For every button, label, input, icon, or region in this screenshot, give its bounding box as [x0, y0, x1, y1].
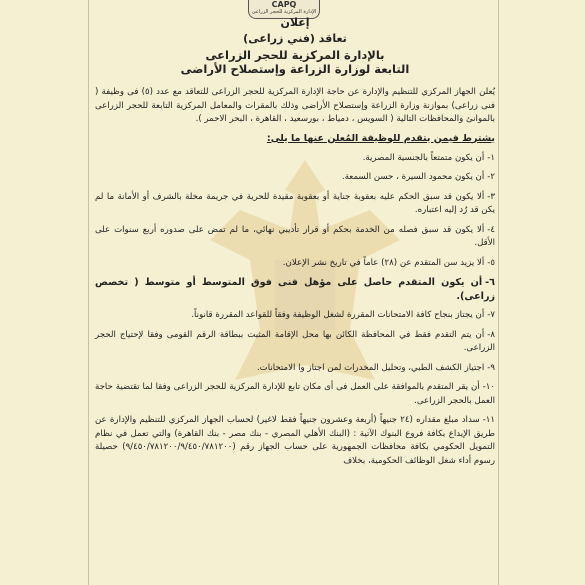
condition-text: ألا يزيد سن المتقدم عن (٢٨) عاماً في تاريخ نشر الإعلان.	[282, 257, 485, 268]
left-margin-line	[88, 0, 89, 585]
condition-item	[95, 191, 495, 218]
condition-number: ١٠-	[482, 382, 495, 392]
announcement-title-1: تعاقد (فني زراعى)	[243, 32, 347, 45]
announcement-title-3: التابعة لوزارة الزراعة وإستصلاح الأراضى	[180, 62, 410, 76]
condition-number: ٣-	[487, 191, 495, 202]
condition-text: أن يقر المتقدم بالموافقة على العمل فى أى مكان تابع للإدارة المركزية للحجر الزراعى وفقا لما تقتضية حاجة العمل بالحجر الزراعى.	[95, 382, 495, 406]
conditions-heading: يشترط فيمن يتقدم للوظيفة المُعلن عنها ما يلى:	[266, 132, 495, 144]
condition-number: ٩-	[487, 362, 495, 373]
condition-number: ٥-	[487, 257, 495, 268]
condition-item	[95, 309, 495, 323]
right-margin-line	[498, 0, 499, 585]
condition-number: ١-	[487, 152, 495, 163]
condition-text: سداد مبلغ مقداره (٢٤ جنيهاً (أربعة وعشرون جنيهاً فقط لاغير) لحساب الجهاز المركزي للتنظيم والإدارة عن طريق الإيداع بكافة فروع البنوك الآتية : (البنك الأهلي المصري - بنك مصر - بنك القاهرة) والتي تعمل في نظام التمويل الحكومي بكافة محافظات الجمهورية على حساب الجهاز رقم (٩/٤٥٠/٧٨١٢٠٠/٩/٤٥٠/٧٨١٢٠٠) حصيلة رسوم أداء شغل الوظائف الحكومية، بخلاف	[95, 415, 495, 466]
condition-number: ٨-	[487, 329, 495, 340]
condition-number: ٢-	[487, 172, 495, 182]
condition-text: أن يتم التقدم فقط في المحافظة الكائن بها محل الإقامة المثبت ببطاقة الرقم القومى وفقا لإحتياج الحجر الزراعى.	[95, 329, 495, 353]
condition-item	[95, 257, 495, 271]
condition-text: أن يكون المتقدم حاصل على مؤهل فنى فوق المتوسط أو متوسط ( تخصص زراعى).	[95, 277, 495, 302]
stamp-full-name: الإدارة المركزية للحجر الزراعى	[251, 9, 317, 15]
condition-text: ألا يكون قد سبق فصله من الخدمة بحكم أو قرار تأديبي نهائي، ما لم تمض على صدوره أربع سنوات على الأقل.	[95, 224, 495, 248]
condition-text: ألا يكون قد سبق الحكم عليه بعقوبة جناية أو بعقوبة مقيدة للحرية في جريمة مخلة بالشرف أو الأمانة ما لم يكن قد رُد إليه اعتباره.	[95, 191, 495, 215]
condition-text: أن يكون محمود السيرة ، حسن السمعة.	[341, 172, 485, 182]
condition-number: ٦-	[485, 277, 495, 288]
announcement-intro: يُعلن الجهاز المركزي للتنظيم والإدارة عن حاجة الإدارة المركزية للحجر الزراعى للتعاقد مع عدد (٥) فى وظيفة ( فنى زراعى) بموازنة وزارة الزراعة وإستصلاح الأراضى وذلك بالمقرات والمعامل المركزية التابعة للحجر الزراعى بالموانئ والمحافظات التالية ( السويس ، دمياط ، بورسعيد ، القاهرة ، البحر الاحمر ).	[95, 87, 495, 124]
condition-text: أن يكون متمتعاً بالجنسية المصرية.	[362, 152, 485, 163]
condition-item	[95, 224, 495, 251]
announcement-body	[95, 14, 495, 474]
announcement-label: إعلان	[280, 16, 310, 29]
condition-item	[95, 381, 495, 408]
condition-number: ٤-	[487, 224, 495, 235]
condition-text: أن يجتاز بنجاح كافة الامتحانات المقررة لشغل الوظيفة وفقاً للقواعد المقررة قانوناً.	[191, 310, 485, 320]
condition-item	[95, 414, 495, 468]
announcement-title-2: بالإدارة المركزية للحجر الزراعى	[205, 48, 385, 62]
condition-text: اجتياز الكشف الطبي، وتحليل المخدرات لمن اجتاز وا الامتحانات.	[256, 362, 485, 373]
condition-item	[95, 329, 495, 356]
conditions-list	[95, 152, 495, 469]
condition-number: ١١-	[482, 415, 496, 425]
condition-item	[95, 171, 495, 185]
condition-number: ٧-	[487, 310, 495, 320]
stamp-abbreviation: CAPQ	[271, 0, 297, 9]
condition-item	[95, 362, 495, 376]
condition-item	[95, 276, 495, 303]
condition-item	[95, 152, 495, 166]
